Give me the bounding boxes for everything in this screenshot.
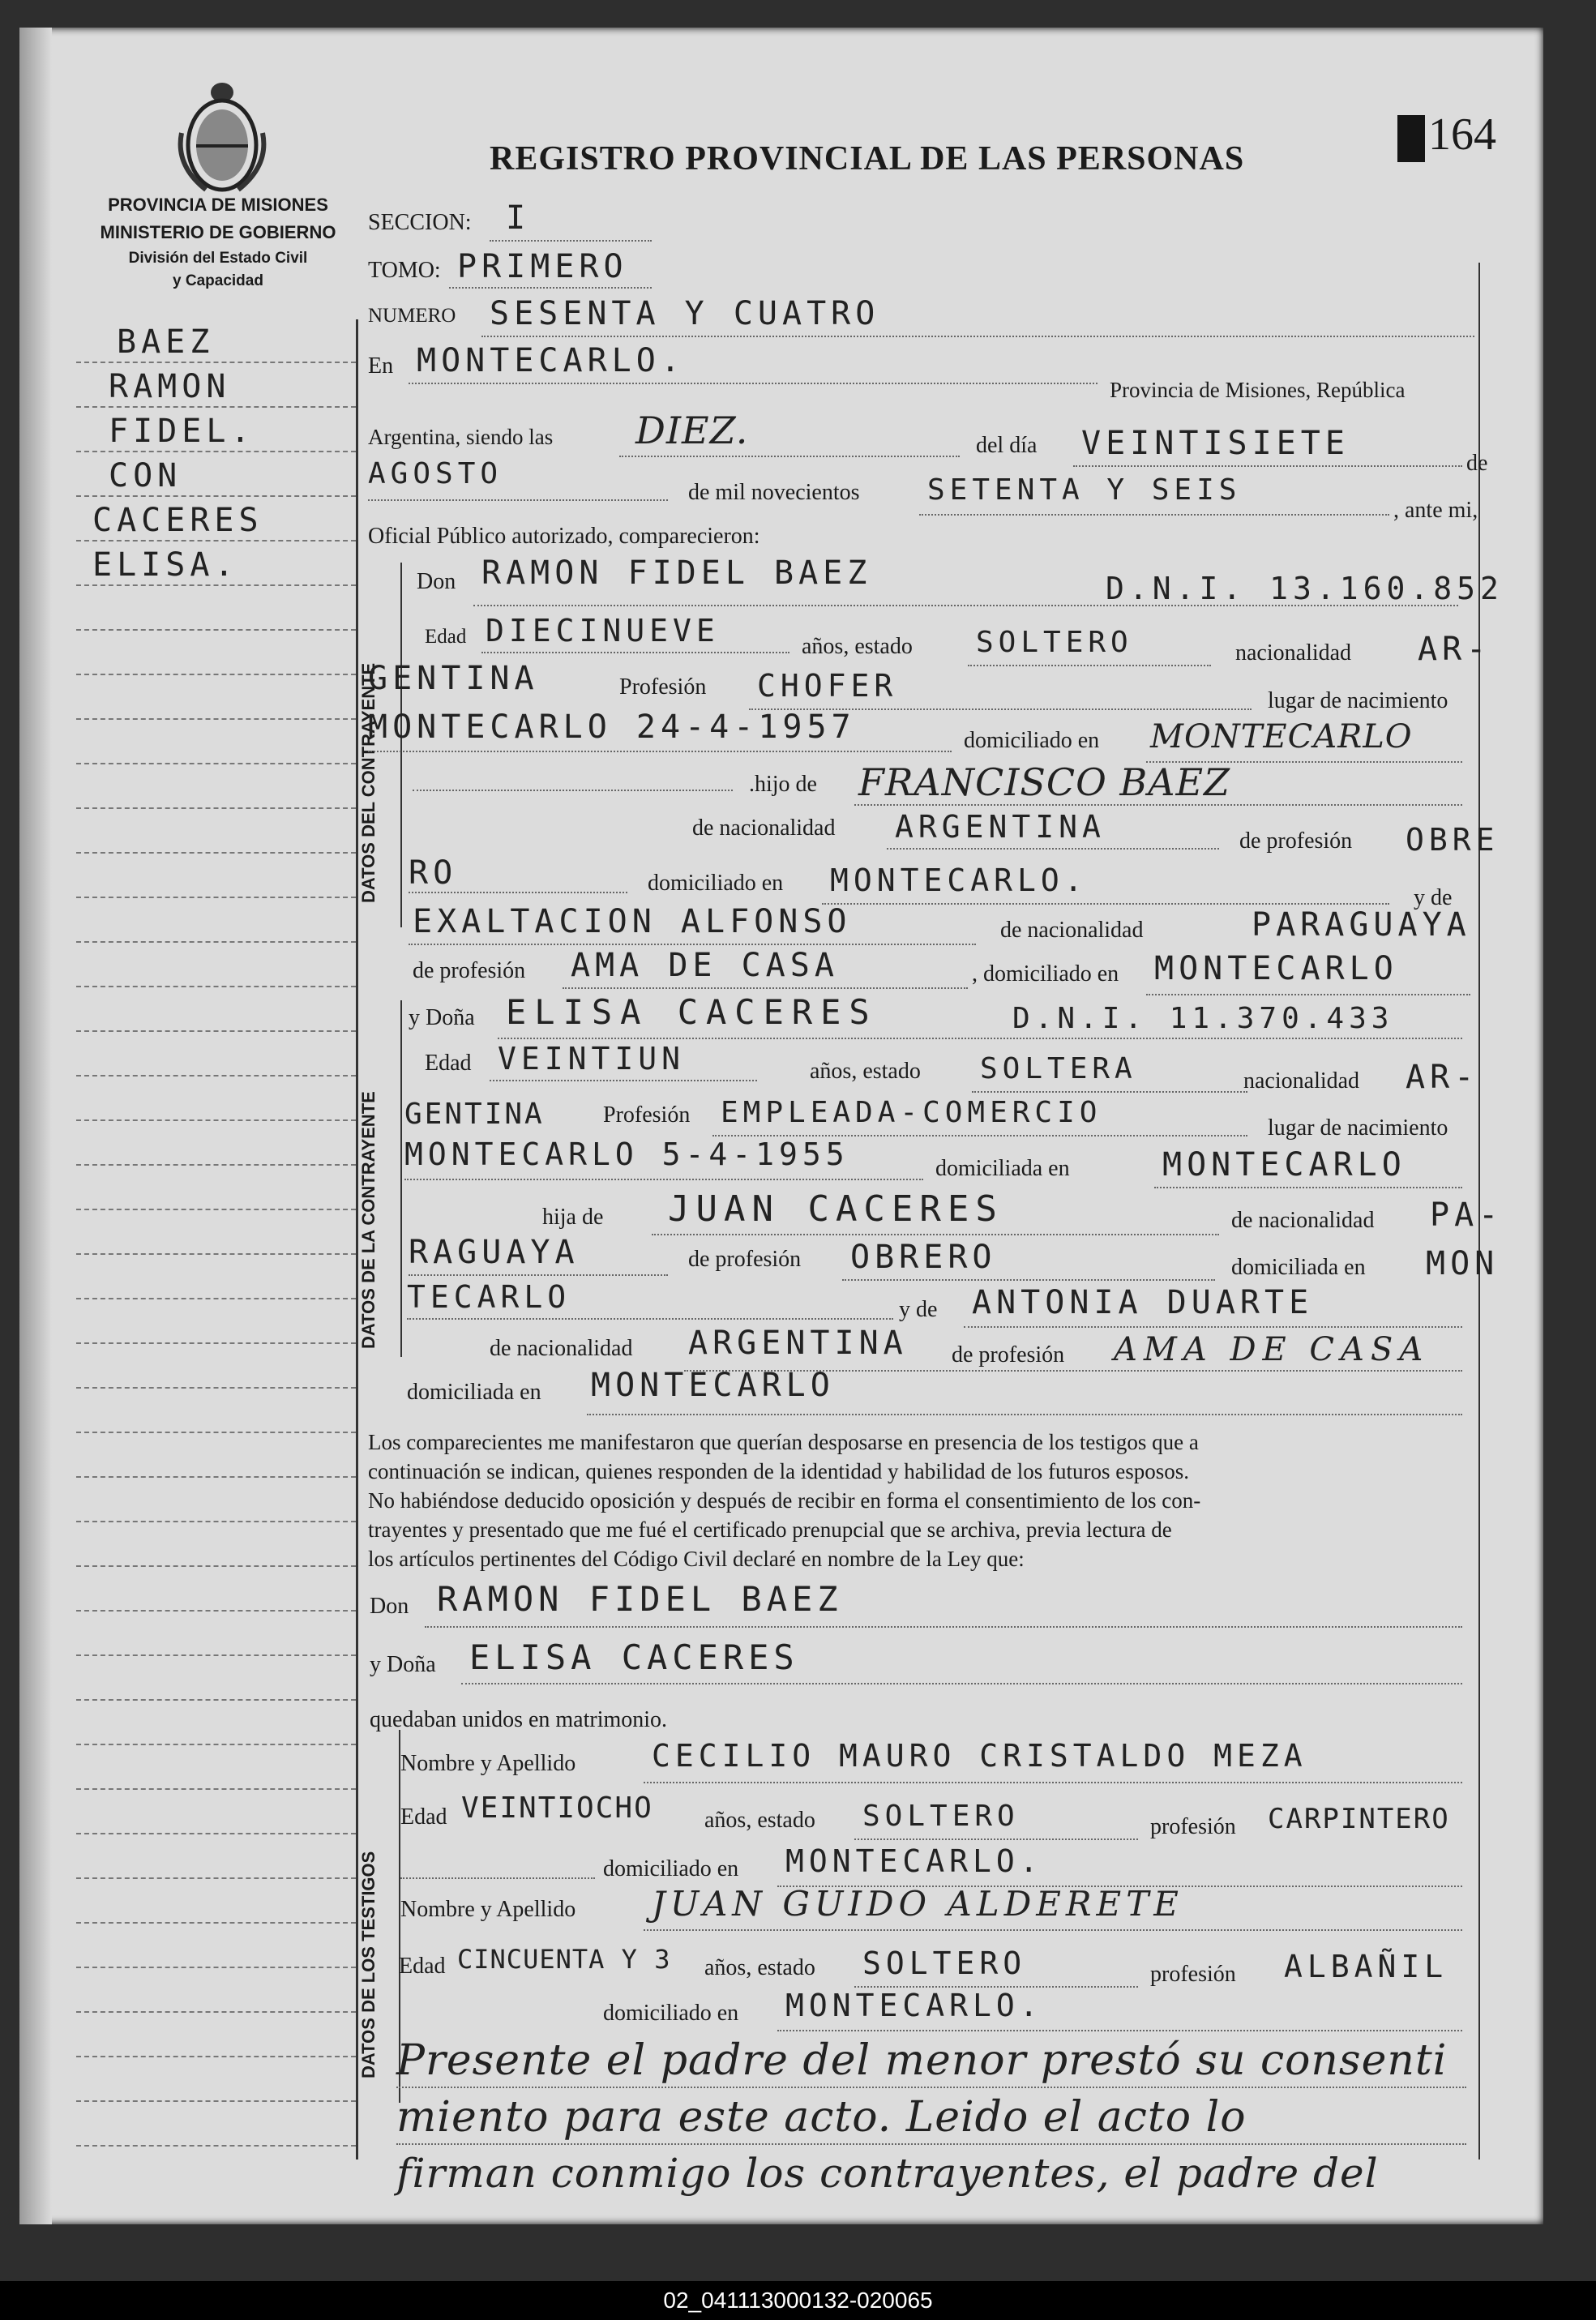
w2-estado-label: años, estado	[704, 1955, 815, 1980]
w2-prof-label: profesión	[1150, 1962, 1236, 1987]
bride-mother-address: MONTECARLO	[591, 1367, 835, 1404]
margin-rule	[76, 2100, 356, 2102]
bride-name-line	[498, 1038, 1462, 1039]
margin-rule	[76, 1030, 356, 1032]
final-don-label: Don	[370, 1594, 409, 1619]
margin-rule	[76, 986, 356, 987]
bride-job: EMPLEADA-COMERCIO	[721, 1096, 1102, 1129]
hijo-de-label: .hijo de	[749, 772, 817, 797]
bride-father-nat-label: de nacionalidad	[1231, 1208, 1375, 1233]
father-name: FRANCISCO BAEZ	[858, 760, 1230, 804]
bride-age: VEINTIUN	[498, 1041, 686, 1077]
margin-rule	[76, 674, 356, 675]
lugar-value: MONTECARLO.	[417, 342, 685, 379]
mother-job: AMA DE CASA	[571, 947, 839, 984]
bride-nac-label: nacionalidad	[1243, 1068, 1360, 1094]
w2-name-line	[644, 1929, 1462, 1931]
page-number-text: 164	[1428, 109, 1496, 160]
bride-mother-dom-label: domiciliada en	[407, 1380, 541, 1405]
w2-edad-label: Edad	[399, 1954, 446, 1979]
en-label: En	[368, 353, 394, 379]
w1-dom-label: domiciliado en	[603, 1856, 739, 1881]
domiciliado-label: domiciliado en	[964, 728, 1100, 753]
w1-name: CECILIO MAURO CRISTALDO MEZA	[652, 1738, 1307, 1774]
bride-status: SOLTERA	[980, 1052, 1137, 1085]
father-job-1: OBRE	[1406, 822, 1500, 858]
profesion-label: Profesión	[619, 674, 707, 700]
margin-rule	[76, 1253, 356, 1255]
quedaban-text: quedaban unidos en matrimonio.	[370, 1707, 668, 1732]
margin-rule	[76, 1164, 356, 1166]
numero-label: NUMERO	[368, 305, 456, 327]
mother-line	[409, 944, 976, 945]
bride-nat-1: AR-	[1406, 1059, 1479, 1096]
note-line-3: firman conmigo los contrayentes, el padre del	[396, 2150, 1379, 2197]
w2-name-label: Nombre y Apellido	[400, 1897, 576, 1922]
bride-father-dom-1: MON	[1426, 1245, 1500, 1282]
anio-line	[919, 514, 1389, 516]
de-profesion-label: de profesión	[1239, 828, 1353, 854]
final-bride: ELISA CACERES	[469, 1637, 799, 1677]
margin-rule	[76, 1342, 356, 1344]
tomo-line	[449, 287, 652, 289]
bride-father-job: OBRERO	[850, 1239, 997, 1276]
final-bride-line	[461, 1683, 1462, 1684]
lugar-nac-label: lugar de nacimiento	[1268, 688, 1448, 713]
bride-father-dom-2: TECARLO	[407, 1279, 571, 1315]
dia-value: VEINTISIETE	[1081, 425, 1350, 462]
hija-de-label: hija de	[542, 1205, 604, 1230]
father-address: MONTECARLO.	[830, 863, 1088, 898]
margin-rule	[76, 852, 356, 854]
w1-estado-label: años, estado	[704, 1808, 815, 1833]
bride-father-nat-line	[409, 1274, 668, 1276]
hora-line	[619, 456, 960, 457]
father-line	[854, 804, 1462, 806]
margin-name-4: CON	[109, 457, 182, 494]
bride-edad-label: Edad	[425, 1051, 472, 1076]
w1-status: SOLTERO	[862, 1800, 1020, 1833]
paragraph-line-2: continuación se indican, quienes responden de la identidad y habilidad de los futuros esposos.	[368, 1459, 1190, 1483]
bride-mother-line	[964, 1326, 1462, 1328]
de-label: de	[1466, 451, 1488, 476]
groom-status-line	[968, 665, 1211, 666]
groom-address: MONTECARLO	[1150, 718, 1413, 755]
margin-rule	[76, 897, 356, 898]
groom-nat-1: AR-	[1418, 631, 1491, 668]
w1-name-line	[644, 1782, 1462, 1783]
margin-rule	[76, 2145, 356, 2147]
margin-rule	[76, 1922, 356, 1924]
lugar-line	[409, 383, 1098, 384]
margin-name-3: FIDEL.	[109, 413, 255, 450]
paragraph-line-1: Los comparecientes me manifestaron que querían desposarse en presencia de los testigos que a	[368, 1430, 1199, 1454]
coat-of-arms-icon	[173, 76, 271, 198]
bride-father-dom-line	[407, 1318, 893, 1320]
note-line-2: miento para este acto. Leido el acto lo	[396, 2093, 1247, 2142]
margin-rule	[76, 718, 356, 720]
w1-edad-label: Edad	[400, 1804, 447, 1830]
margin-rule	[76, 1521, 356, 1522]
margin-rule	[76, 1833, 356, 1834]
bride-mother: ANTONIA DUARTE	[972, 1284, 1314, 1321]
margin-rule	[76, 941, 356, 943]
margin-rule	[76, 1610, 356, 1612]
numero-value: SESENTA Y CUATRO	[490, 295, 880, 332]
org-division-2: y Capacidad	[173, 272, 263, 289]
w1-age: VEINTIOCHO	[461, 1791, 653, 1825]
groom-job: CHOFER	[757, 668, 898, 704]
margin-rule	[76, 406, 356, 408]
provincia-text: Provincia de Misiones, República	[1110, 378, 1406, 402]
dia-line	[1073, 465, 1462, 467]
w2-name: JUAN GUIDO ALDERETE	[652, 1884, 1183, 1924]
bride-dni: D.N.I. 11.370.433	[1012, 1002, 1394, 1035]
bride-lugar-label: lugar de nacimiento	[1268, 1115, 1448, 1141]
margin-rule	[76, 1744, 356, 1745]
paragraph-line-4: trayentes y presentado que me fué el certificado prenupcial que se archiva, previa lectura de	[368, 1517, 1172, 1542]
seccion-label: SECCION:	[368, 210, 472, 235]
mes-value: AGOSTO	[368, 457, 503, 490]
org-ministry: MINISTERIO DE GOBIERNO	[100, 222, 336, 242]
w2-age: CINCUENTA Y 3	[457, 1944, 671, 1975]
margin-rule	[76, 1654, 356, 1656]
margin-rule	[76, 1565, 356, 1567]
y-dona-label: y Doña	[409, 1005, 475, 1030]
father-nat-line	[887, 848, 1219, 850]
document-title: REGISTRO PROVINCIAL DE LAS PERSONAS	[490, 140, 1245, 178]
mother-nat-label: de nacionalidad	[1000, 918, 1144, 943]
mes-line	[368, 499, 668, 501]
margin-rule	[76, 1699, 356, 1701]
w1-prof-label: profesión	[1150, 1814, 1236, 1839]
nacionalidad-label: nacionalidad	[1235, 640, 1352, 666]
final-dona-label: y Doña	[370, 1652, 436, 1677]
final-groom-line	[425, 1626, 1462, 1628]
tomo-value: PRIMERO	[457, 248, 628, 285]
bride-father-nat-1: PA-	[1430, 1196, 1504, 1234]
w1-name-label: Nombre y Apellido	[400, 1751, 576, 1776]
margin-rule	[76, 1119, 356, 1121]
father-address-line	[822, 903, 1389, 905]
edad-label: Edad	[425, 626, 467, 648]
hora-value: DIEZ.	[635, 409, 749, 452]
father-nationality: ARGENTINA	[895, 809, 1106, 845]
anio-value: SETENTA Y SEIS	[927, 473, 1242, 507]
org-division: División del Estado Civil	[128, 250, 308, 267]
groom-age: DIECINUEVE	[486, 613, 720, 648]
note-line-1-rule	[396, 2087, 1466, 2088]
margin-rule	[76, 1387, 356, 1389]
bride-dom-label: domiciliada en	[935, 1156, 1070, 1181]
margin-rule	[76, 1788, 356, 1790]
w2-dom-label: domiciliado en	[603, 2001, 739, 2026]
mother-address: MONTECARLO	[1154, 950, 1398, 987]
w2-job: ALBAÑIL	[1284, 1949, 1448, 1984]
register-page	[19, 28, 1543, 2224]
mother-job-label: de profesión	[413, 958, 526, 983]
bride-father: JUAN CACERES	[668, 1188, 1003, 1230]
w2-address-line	[777, 2030, 1462, 2031]
bride-father-prof-label: de profesión	[688, 1247, 802, 1272]
bride-address: MONTECARLO	[1162, 1146, 1406, 1184]
margin-name-5: CACERES	[92, 502, 263, 539]
siendo-label: Argentina, siendo las	[368, 425, 554, 449]
note-line-1: Presente el padre del menor prestó su consenti	[396, 2036, 1448, 2085]
y-de-label: y de	[1414, 885, 1453, 910]
margin-rule	[76, 807, 356, 809]
note-line-2-rule	[396, 2143, 1466, 2145]
groom-status: SOLTERO	[976, 626, 1133, 659]
margin-rule	[76, 2011, 356, 2013]
side-label-witnesses: DATOS DE LOS TESTIGOS	[358, 1851, 379, 2078]
groom-name: RAMON FIDEL BAEZ	[481, 554, 872, 592]
bride-age-line	[490, 1080, 757, 1081]
bride-bracket	[400, 1000, 402, 1357]
bride-mother-address-line	[587, 1414, 1462, 1415]
w2-status: SOLTERO	[862, 1945, 1027, 1981]
don-label: Don	[417, 569, 456, 594]
bride-birthplace-line	[404, 1179, 923, 1180]
margin-name-2: RAMON	[109, 368, 231, 405]
footer-code: 02_041113000132-020065	[663, 2288, 933, 2313]
margin-rule	[76, 540, 356, 541]
ante-mi-label: , ante mi,	[1393, 498, 1478, 523]
bride-address-line	[1154, 1187, 1462, 1188]
margin-rule	[76, 1877, 356, 1879]
paragraph-line-3: No habiéndose deducido oposición y después de recibir en forma el consentimiento de los con-	[368, 1488, 1201, 1513]
margin-rule	[76, 451, 356, 452]
mother-job-line	[563, 987, 968, 989]
bride-father-job-line	[842, 1279, 1215, 1281]
w1-address: MONTECARLO.	[785, 1843, 1043, 1879]
groom-dni: D.N.I. 13.160.852	[1106, 571, 1504, 606]
de-nacionalidad-label: de nacionalidad	[692, 815, 836, 841]
margin-rule	[76, 584, 356, 586]
groom-age-line	[481, 652, 789, 653]
bride-mother-nat: ARGENTINA	[688, 1325, 908, 1362]
margin-rule	[76, 1476, 356, 1478]
margin-rule	[76, 2056, 356, 2057]
de-mil-label: de mil novecientos	[688, 480, 860, 505]
groom-name-line	[473, 605, 1458, 606]
mother-nationality: PARAGUAYA	[1252, 906, 1471, 944]
side-label-groom: DATOS DEL CONTRAYENTE	[358, 662, 379, 903]
groom-birthplace: MONTECARLO 24-4-1957	[368, 708, 856, 746]
page-number	[1397, 109, 1496, 162]
margin-rule	[76, 763, 356, 764]
groom-nat-2: GENTINA	[368, 660, 539, 697]
margin-rule	[76, 629, 356, 631]
w2-address: MONTECARLO.	[785, 1988, 1043, 2023]
oficial-text: Oficial Público autorizado, comparecieron:	[368, 524, 760, 549]
groom-birthplace-line	[368, 751, 952, 752]
bride-name: ELISA CACERES	[506, 992, 878, 1032]
mother-name: EXALTACION ALFONSO	[413, 903, 852, 940]
footer-bar	[0, 2281, 1596, 2320]
bride-estado-label: años, estado	[810, 1059, 921, 1084]
father-job-2: RO	[409, 854, 458, 892]
blank-line	[413, 790, 733, 791]
bride-father-line	[652, 1234, 1219, 1235]
bride-status-line	[972, 1091, 1247, 1093]
side-label-bride: DATOS DE LA CONTRAYENTE	[358, 1091, 379, 1349]
w1-job: CARPINTERO	[1268, 1803, 1450, 1835]
bride-mother-prof-label: de profesión	[952, 1342, 1065, 1368]
bride-prof-label: Profesión	[603, 1102, 691, 1128]
bride-mother-job: AMA DE CASA	[1114, 1331, 1430, 1368]
org-province: PROVINCIA DE MISIONES	[108, 195, 328, 215]
bride-birthplace: MONTECARLO 5-4-1955	[404, 1136, 849, 1172]
mother-dom-label: , domiciliado en	[972, 961, 1119, 987]
anos-estado-label: años, estado	[802, 634, 913, 659]
bride-father-nat-2: RAGUAYA	[409, 1234, 580, 1271]
bride-mother-nat-label: de nacionalidad	[490, 1336, 633, 1361]
seccion-line	[490, 240, 652, 242]
margin-rule	[76, 1432, 356, 1433]
paragraph-line-5: los artículos pertinentes del Código Civil declaré en nombre de la Ley que:	[368, 1547, 1025, 1571]
numero-line	[481, 336, 1474, 337]
margin-name-6: ELISA.	[92, 546, 239, 584]
margin-rule	[76, 362, 356, 363]
father-dom-label: domiciliado en	[648, 871, 784, 896]
margin-rule	[76, 1967, 356, 1968]
mother-address-line	[1146, 994, 1470, 995]
bride-y-de-label: y de	[899, 1297, 938, 1322]
margin-rule	[76, 495, 356, 497]
margin-rule	[76, 1298, 356, 1299]
w1-blank-line	[400, 1877, 595, 1879]
bride-father-dom-label: domiciliada en	[1231, 1255, 1366, 1280]
seccion-value: I	[506, 199, 531, 237]
tomo-label: TOMO:	[368, 258, 441, 283]
w1-status-line	[854, 1838, 1138, 1840]
margin-rule	[76, 1075, 356, 1077]
margin-name-1: BAEZ	[117, 323, 215, 361]
final-groom: RAMON FIDEL BAEZ	[437, 1579, 843, 1619]
del-dia-label: del día	[976, 433, 1038, 458]
father-job-line	[409, 892, 627, 893]
ink-blot	[1397, 115, 1425, 162]
margin-rule	[76, 1209, 356, 1210]
bride-nat-2: GENTINA	[404, 1098, 545, 1131]
